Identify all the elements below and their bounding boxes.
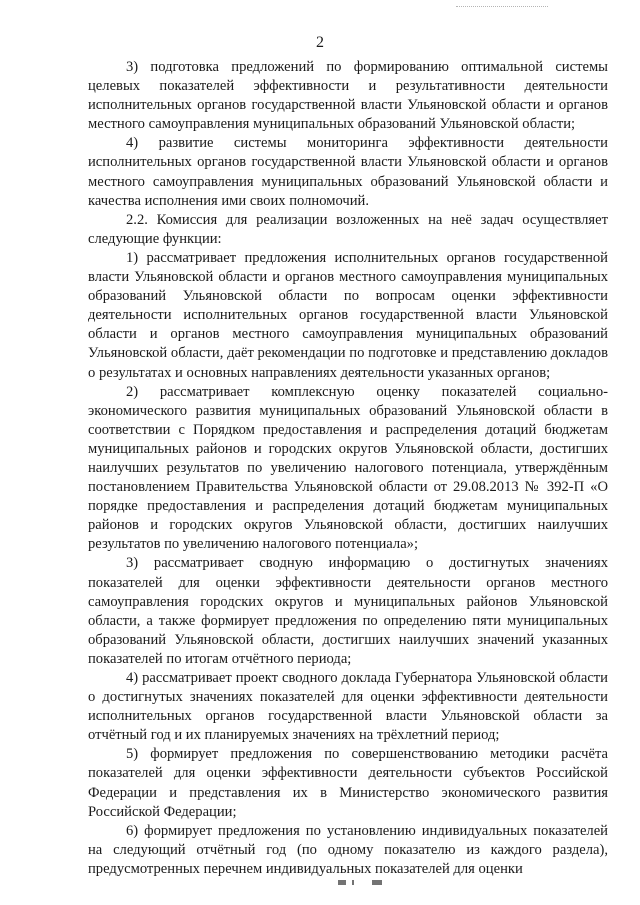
- document-body: [88, 58, 608, 879]
- page-number: 2: [316, 34, 324, 51]
- paragraph-item-4-monitoring: 4) развитие системы мониторинга эффективности деятельности исполнительных органов государственной власти Ульяновской области и органов местного самоуправления муниципальных образований Ульяновской области и качества исполнения ими своих полномочий.: [88, 135, 608, 209]
- paragraph-function-4: 4) рассматривает проект сводного доклада Губернатора Ульяновской области о достигнутых значениях показателей для оценки эффективности деятельности исполнительных органов государственной власти Ульяновской области за отчётный год и их планируемых значениях на трёхлетний период;: [88, 670, 608, 744]
- paragraph-section-2-2: 2.2. Комиссия для реализации возложенных на неё задач осуществляет следующие функции:: [88, 211, 608, 247]
- paragraph-function-6: 6) формирует предложения по установлению индивидуальных показателей на следующий отчётный год (по одному показателю из каждого раздела), предусмотренных перечнем индивидуальных показателей для оценки: [88, 822, 608, 877]
- scan-artifact-bottom: [338, 880, 400, 885]
- paragraph-function-2: 2) рассматривает комплексную оценку показателей социально-экономического развития муниципальных образований Ульяновской области в соответствии с Порядком предоставления и распределения дотаций бюджетам муниципальных районов и городских округов Ульяновской области, достигших наилучших результатов по увеличению налогового потенциала, утверждённым постановлением Правительства Ульяновской области от 29.08.2013 № 392-П «О порядке предоставления и распределения дотаций бюджетам муниципальных районов и городских округов Ульяновской области, достигших наилучших результатов по увеличению налогового потенциала»;: [88, 383, 608, 553]
- paragraph-function-1: 1) рассматривает предложения исполнительных органов государственной власти Ульяновской области и органов местного самоуправления муниципальных образований Ульяновской области по вопросам оценки эффективности деятельности исполнительных органов государственной власти Ульяновской области и органов местного самоуправления муниципальных образований Ульяновской области, даёт рекомендации по подготовке и представлению докладов о результатах и основных направлениях деятельности указанных органов;: [88, 249, 608, 381]
- paragraph-item-3-proposals: 3) подготовка предложений по формированию оптимальной системы целевых показателей эффективности и результативности деятельности исполнительных органов государственной власти Ульяновской области и органов местного самоуправления муниципальных образований Ульяновской области;: [88, 59, 608, 133]
- paragraph-function-5: 5) формирует предложения по совершенствованию методики расчёта показателей для оценки эффективности деятельности субъектов Российской Федерации и представления их в Министерство экономического развития Российской Федерации;: [88, 746, 608, 820]
- scan-artifact-top: [456, 6, 548, 7]
- paragraph-function-3: 3) рассматривает сводную информацию о достигнутых значениях показателей для оценки эффективности деятельности органов местного самоуправления городских округов и муниципальных районов Ульяновской области, а также формирует предложения по определению пяти муниципальных образований Ульяновской области, достигших наилучших значений указанных показателей по итогам отчётного периода;: [88, 555, 608, 667]
